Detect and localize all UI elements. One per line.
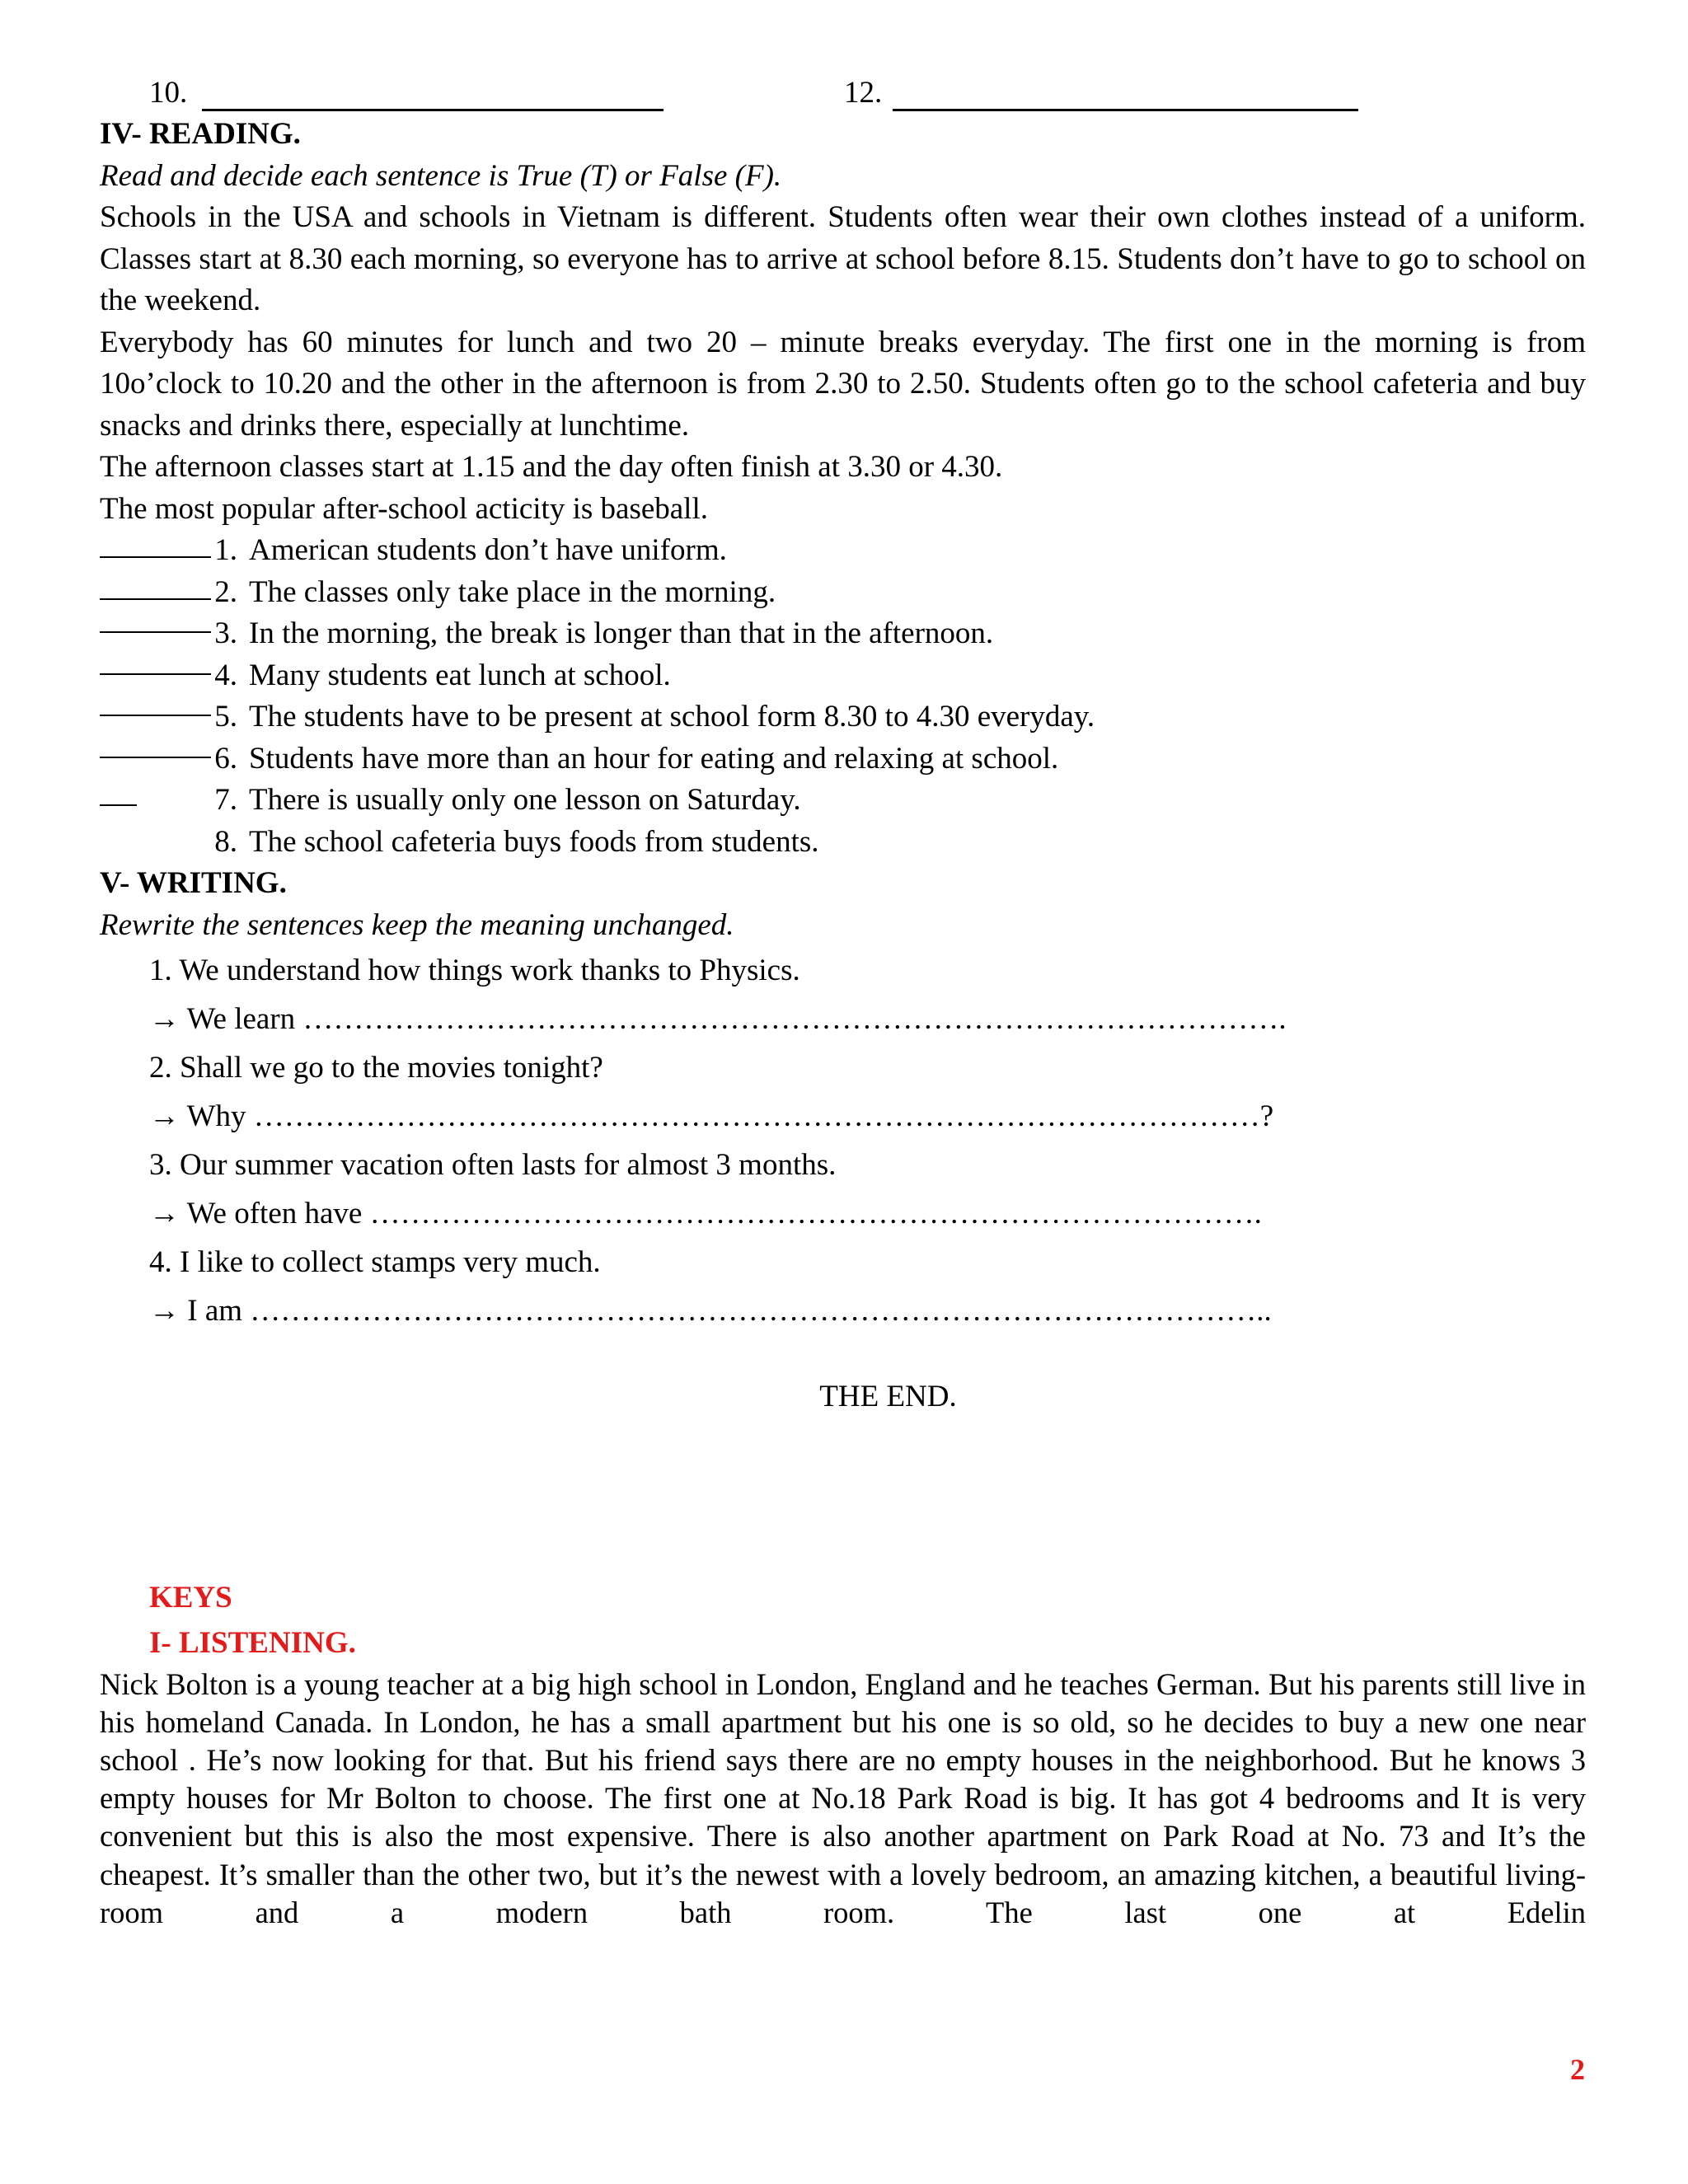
tf-item-number: 4. [214, 658, 237, 692]
reading-paragraph-1: Schools in the USA and schools in Vietnam is different. Students often wear their own clothes instead of a uniform. Classes start at 8.30 each morning, so everyone has to arrive at school before 8.15. Students don’t have to go to school on the weekend. [100, 200, 1586, 317]
reading-paragraph-4: The most popular after-school acticity is baseball. [100, 491, 708, 526]
answer-blank-12[interactable] [893, 109, 1358, 111]
tf-answer-blank[interactable] [100, 556, 211, 558]
tf-item-2 [100, 572, 1586, 614]
reading-heading: IV- READING. [100, 117, 301, 151]
tf-item-number: 8. [214, 824, 237, 859]
tf-answer-blank[interactable] [100, 598, 211, 600]
keys-listening-heading: I- LISTENING. [149, 1625, 356, 1660]
tf-item-text: Many students eat lunch at school. [249, 658, 671, 692]
tf-answer-blank[interactable] [100, 631, 211, 633]
reading-paragraph-3: The afternoon classes start at 1.15 and the day often finish at 3.30 or 4.30. [100, 450, 1003, 484]
tf-answer-blank[interactable] [100, 804, 137, 806]
writing-heading: V- WRITING. [100, 866, 287, 900]
reading-instruction: Read and decide each sentence is True (T) or False (F). [100, 158, 782, 193]
keys-heading: KEYS [149, 1580, 232, 1615]
tf-item-6 [100, 738, 1586, 780]
tf-item-number: 7. [214, 783, 237, 817]
the-end-label: THE END. [819, 1380, 957, 1413]
tf-item-1 [100, 530, 1586, 572]
answer-blanks-row [100, 73, 1586, 114]
writing-list [100, 946, 1586, 1335]
writing-sentence-4: 4. I like to collect stamps very much. [149, 1245, 601, 1279]
tf-item-number: 2. [214, 574, 237, 609]
writing-answer-line-3[interactable]: → We often have ……………………………………………………………………………. [149, 1197, 1262, 1230]
tf-item-3 [100, 613, 1586, 655]
tf-item-text: American students don’t have uniform. [249, 533, 727, 567]
tf-item-text: The school cafeteria buys foods from students. [249, 824, 819, 859]
tf-item-7 [100, 780, 1586, 822]
tf-answer-blank[interactable] [100, 757, 211, 758]
writing-answer-line-1[interactable]: → We learn ……………………………………………………………………………………. [149, 1002, 1287, 1036]
worksheet-page [100, 73, 1586, 1932]
tf-item-number: 1. [214, 533, 237, 567]
writing-sentence-2: 2. Shall we go to the movies tonight? [149, 1051, 603, 1085]
tf-item-number: 5. [214, 700, 237, 733]
true-false-list [100, 530, 1586, 863]
writing-sentence-1: 1. We understand how things work thanks to Physics. [149, 954, 800, 987]
writing-sentence-3: 3. Our summer vacation often lasts for almost 3 months. [149, 1148, 837, 1182]
writing-answer-line-2[interactable]: → Why ………………………………………………………………………………………? [149, 1099, 1274, 1133]
tf-answer-blank[interactable] [100, 673, 211, 675]
tf-item-5 [100, 696, 1586, 738]
tf-item-text: The classes only take place in the morning. [249, 574, 776, 609]
answer-number-10: 10. [149, 76, 188, 110]
tf-item-text: The students have to be present at school form 8.30 to 4.30 everyday. [249, 700, 1095, 733]
tf-answer-blank[interactable] [100, 715, 211, 716]
tf-item-number: 3. [214, 616, 237, 650]
tf-item-8 [100, 822, 1586, 864]
writing-answer-line-4[interactable]: → I am ……………………………………………………………………………………….. [149, 1294, 1272, 1328]
listening-transcript: Nick Bolton is a young teacher at a big high school in London, England and he teaches German. But his parents still live in his homeland Canada. In London, he has a small apartment but his one is so old, so he decides to buy a new one near school . He’s now looking for that. But his friend says there are no empty houses in the neighborhood. But he knows 3 empty houses for Mr Bolton to choose. The first one at No.18 Park Road is big. It has got 4 bedrooms and It is very convenient but this is also the most expensive. There is also another apartment on Park Road at No. 73 and It’s the cheapest. It’s smaller than the other two, but it’s the newest with a lovely bedroom, an amazing kitchen, a beautiful living-room and a modern bath room. The last one at Edelin [100, 1666, 1586, 1929]
answer-number-12: 12. [844, 76, 883, 110]
tf-item-4 [100, 655, 1586, 697]
answer-blank-10[interactable] [202, 109, 663, 111]
tf-item-number: 6. [214, 741, 237, 776]
tf-item-text: There is usually only one lesson on Saturday. [249, 783, 801, 817]
writing-instruction: Rewrite the sentences keep the meaning unchanged. [100, 907, 734, 942]
reading-paragraph-2: Everybody has 60 minutes for lunch and two 20 – minute breaks everyday. The first one in the morning is from 10o’clock to 10.20 and the other in the afternoon is from 2.30 to 2.50. Students often go to the school cafeteria and buy snacks and drinks there, especially at lunchtime. [100, 325, 1586, 443]
tf-item-text: Students have more than an hour for eating and relaxing at school. [249, 741, 1059, 776]
tf-item-text: In the morning, the break is longer than that in the afternoon. [249, 616, 994, 650]
page-number: 2 [1570, 2053, 1585, 2086]
